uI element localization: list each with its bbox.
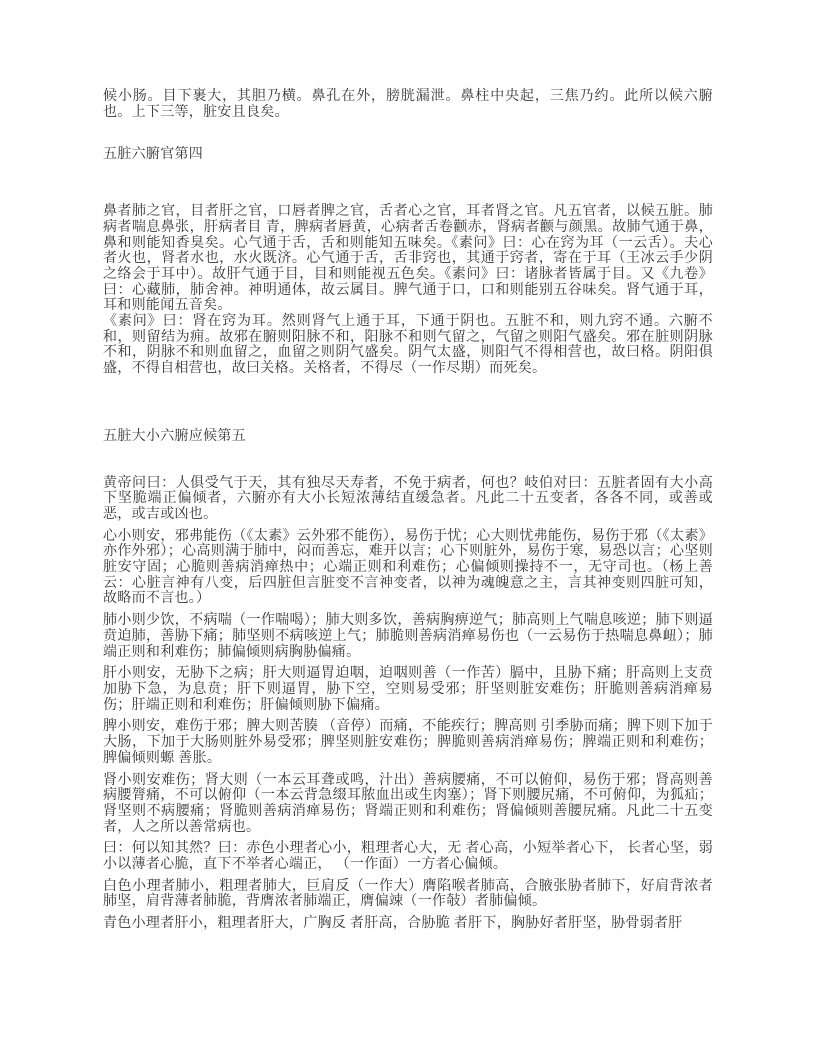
paragraph: 候小肠。目下裹大，其胆乃横。鼻孔在外，膀胱漏泄。鼻柱中央起，三焦乃约。此所以候六腑也。上下三等，脏安且良矣。 — [103, 89, 713, 120]
paragraph: 肺小则少饮，不病喘（一作喘喝）；肺大则多饮，善病胸痹逆气；肺高则上气喘息咳逆；肺下则逼贲迫肺，善胁下痛；肺坚则不病咳逆上气；肺脆则善病消瘅易伤也（一云易伤于热喘息鼻衄）；肺端正则和利难伤；肺偏倾则病胸胁偏痛。 — [103, 613, 713, 660]
paragraph: 鼻者肺之官，目者肝之官，口唇者脾之官，舌者心之官，耳者肾之官。凡五官者，以候五脏。肺病者喘息鼻张，肝病者目 青，脾病者唇黄，心病者舌卷颧赤，肾病者颧与颜黑。故肺气通于鼻，鼻和则能知香臭矣。心气通于舌，舌和则能知五味矣。《素问》曰：心在窍为耳（一云舌）。夫心者火也，肾者水也，水火既济。心气通于舌，舌非窍也，其通于窍者，寄在于耳（王冰云手少阴之络会于耳中）。故肝气通于目，目和则能视五色矣。《素问》曰：诸脉者皆属于目。又《九卷》曰：心藏肺，肺舍神。神明通体，故云属目。脾气通于口，口和则能别五谷味矣。肾气通于耳，耳和则能闻五音矣。 — [103, 204, 713, 314]
section-heading: 五脏大小六腑应候第五 — [103, 428, 246, 444]
document-body — [103, 89, 713, 932]
paragraph: 《素问》曰：肾在窍为耳。然则肾气上通于耳，下通于阴也。五脏不和，则九窍不通。六腑不和，则留结为痈。故邪在腑则阳脉不和，阳脉不和则气留之，气留之则阳气盛矣。邪在脏则阴脉不和，阴脉不和则血留之，血留之则阴气盛矣。阴气太盛，则阳气不得相营也，故曰格。阴阳俱盛，不得自相营也，故曰关格。关格者，不得尽（一作尽期）而死矣。 — [103, 314, 713, 377]
paragraph: 脾小则安，难伤于邪；脾大则苦腠 （音停）而痛，不能疾行；脾高则 引季胁而痛；脾下则下加于大肠，下加于大肠则脏外易受邪；脾坚则脏安难伤；脾脆则善病消瘅易伤；脾端正则和利难伤；脾偏倾则螈 善胀。 — [103, 719, 713, 766]
paragraph: 心小则安，邪弗能伤（《太素》云外邪不能伤），易伤于忧；心大则忧弗能伤，易伤于邪（《太素》亦作外邪）；心高则满于肺中，闷而善忘，难开以言；心下则脏外，易伤于寒，易恐以言；心坚则脏安守固；心脆则善病消瘅热中；心端正则和利难伤；心偏倾则操持不一，无守司也。（杨上善云：心脏言神有八变，后四脏但言脏变不言神变者，以神为魂魄意之主，言其神变则四脏可知，故略而不言也。） — [103, 528, 713, 607]
paragraph: 肾小则安难伤；肾大则（一本云耳聋或鸣，汁出）善病腰痛，不可以俯仰，易伤于邪；肾高则善病腰膂痛，不可以俯仰（一本云背急缀耳脓血出或生肉塞）；肾下则腰尻痛，不可俯仰，为狐疝；肾坚则不病腰痛；肾脆则善病消瘅易伤；肾端正则和利难伤；肾偏倾则善腰尻痛。凡此二十五变者，人之所以善常病也。 — [103, 772, 713, 835]
paragraph: 肝小则安，无胁下之病；肝大则逼胃迫咽，迫咽则善（一作苦）膈中，且胁下痛；肝高则上支贲加胁下急，为息贲；肝下则逼胃，胁下空，空则易受邪；肝坚则脏安难伤；肝脆则善病消瘅易伤；肝端正则和利难伤；肝偏倾则胁下偏痛。 — [103, 666, 713, 713]
paragraph: 黄帝问曰：人俱受气于天，其有独尽天寿者，不免于病者，何也？岐伯对曰：五脏者固有大小高下坚脆端正偏倾者，六腑亦有大小长短浓薄结直缓急者。凡此二十五变者，各各不同，或善或恶，或吉或凶也。 — [103, 475, 713, 522]
paragraph: 曰：何以知其然？曰：赤色小理者心小，粗理者心大，无 者心高，小短举者心下， 长者心坚，弱小以薄者心脆，直下不举者心端正， （一作面）一方者心偏倾。 — [103, 841, 713, 873]
section-heading: 五脏六腑官第四 — [103, 147, 204, 163]
paragraph: 青色小理者肝小，粗理者肝大，广胸反 者肝高，合胁脆 者肝下，胸胁好者肝坚，胁骨弱者肝 — [103, 916, 683, 932]
paragraph: 白色小理者肺小，粗理者肺大，巨肩反（一作大）膺陷喉者肺高，合腋张胁者肺下，好肩背浓者肺坚，肩背薄者肺脆，背膺浓者肺端正，膺偏竦（一作敧）者肺偏倾。 — [103, 878, 713, 910]
